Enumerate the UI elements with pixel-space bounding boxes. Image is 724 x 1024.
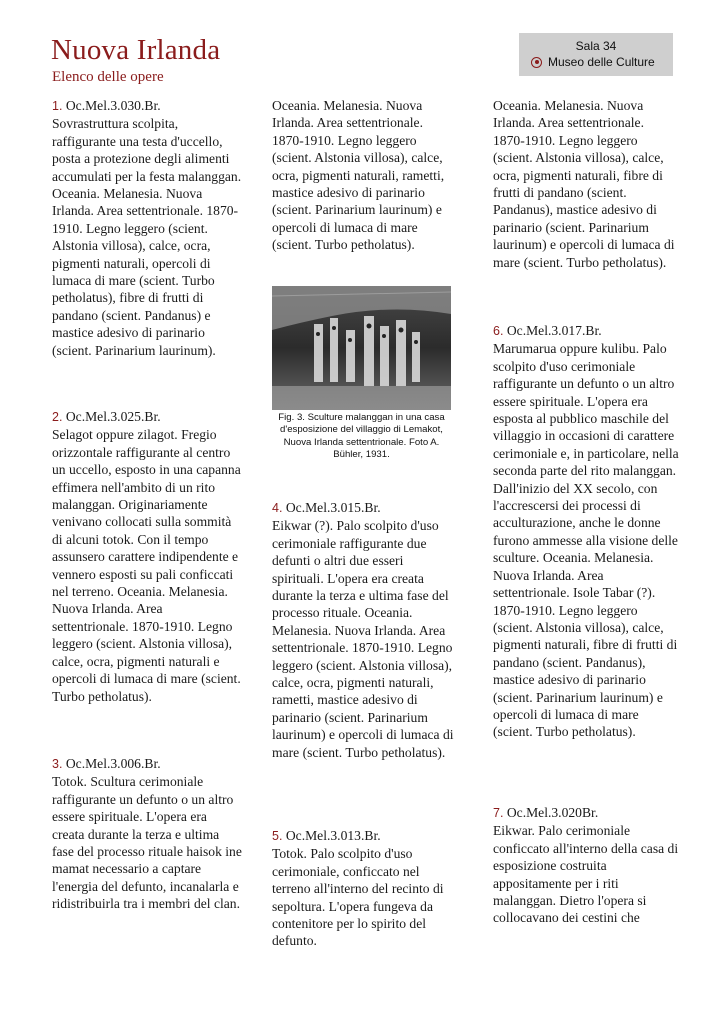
list-item: 3. Oc.Mel.3.006.Br. Totok. Scultura cerimoniale raffigurante un defunto o un altro essere spirituale. L'opera era creata durante la terza e ultima fase del processo rituale haisok ine mamat necessario a captare l'energia del defunto, incanalarla e ridistribuirla tra i membri del clan. xyxy=(52,756,242,912)
page-title: Nuova Irlanda xyxy=(51,34,221,66)
entry-text: Totok. Scultura cerimoniale raffigurante un defunto o un altro essere spirituale. L'opera era creata durante la terza e ultima fase del processo rituale haisok ine mamat necessario a captare l'energia del defunto, incanalarla e ridistribuirla tra i membri del clan. xyxy=(52,774,242,912)
entry-text: Oceania. Melanesia. Nuova Irlanda. Area settentrionale. 1870-1910. Legno leggero (scient. Alstonia villosa), calce, ocra, pigmenti naturali, fibre di frutti di pandano (scient. Pandanus), mastice adesivo di parinario (scient. Parinarium laurinum) e opercoli di lumaca di mare (scient. Turbo petholatus). xyxy=(493,98,675,270)
room-number: Sala 34 xyxy=(575,39,617,53)
entry-text: Oceania. Melanesia. Nuova Irlanda. Area settentrionale. 1870-1910. Legno leggero (scient. Alstonia villosa), calce, ocra, pigmenti naturali, rametti, mastice adesivo di parinario (scient. Parinarium laurinum) e opercoli di lumaca di mare (scient. Turbo petholatus). xyxy=(272,98,445,253)
entry-text: Totok. Palo scolpito d'uso cerimoniale, conficcato nel terreno all'interno del recinto di sepoltura. L'opera fungeva da contenitore per lo spirito del defunto. xyxy=(272,846,444,949)
list-item: 4. Oc.Mel.3.015.Br. Eikwar (?). Palo scolpito d'uso cerimoniale raffigurante due defunti o altri due esseri spirituali. L'opera era creata durante la terza e ultima fase del processo rituale. Oceania. Melanesia. Nuova Irlanda. Area settentrionale. 1870-1910. Legno leggero (scient. Alstonia villosa), calce, ocra, pigmenti naturali, rametti, mastice adesivo di parinario (scient. Parinarium laurinum) e opercoli di lumaca di mare (scient. Turbo petholatus). xyxy=(272,499,458,761)
page-subtitle: Elenco delle opere xyxy=(52,69,164,85)
figure-photo xyxy=(272,286,451,410)
room-label-box xyxy=(519,33,673,76)
entry-text: Selagot oppure zilagot. Fregio orizzontale raffigurante al centro un uccello, esposto in una capanna effimera nell'ambito di un rito malanggan. Originariamente venivano collocati sulla sommità di alcuni totok. Con il tempo assunsero carattere indipendente e vennero esposti su pali conficcati nel terreno. Oceania. Melanesia. Nuova Irlanda. Area settentrionale. 1870-1910. Legno leggero (scient. Alstonia villosa), calce, ocra, pigmenti naturali e opercoli di lumaca di mare (scient. Turbo petholatus). xyxy=(52,427,241,704)
list-item xyxy=(272,97,458,254)
target-icon xyxy=(531,57,542,68)
list-item: 5. Oc.Mel.3.013.Br. Totok. Palo scolpito d'uso cerimoniale, conficcato nel terreno all'interno del recinto di sepoltura. L'opera fungeva da contenitore per lo spirito del defunto. xyxy=(272,827,458,950)
list-item: 1. Oc.Mel.3.030.Br. Sovrastruttura scolpita, raffigurante una testa d'uccello, posta a protezione degli alimenti accumulati per la festa malanggan. Oceania. Melanesia. Nuova Irlanda. Area settentrionale. 1870-1910. Legno leggero (scient. Alstonia villosa), calce, ocra, pigmenti naturali, opercoli di lumaca di mare (scient. Turbo petholatus), fibre di frutti di pandano (scient. Pandanus) e mastice adesivo di parinario (scient. Parinarium laurinum). xyxy=(52,98,242,358)
list-item xyxy=(493,97,679,271)
list-item: 6. Oc.Mel.3.017.Br. Marumarua oppure kulibu. Palo scolpito d'uso cerimoniale raffigurante un defunto o un altro essere spirituale. L'opera era esposta al pubblico maschile del villaggio in occasioni di carattere cerimoniale e, in particolare, nella seconda parte del rito malanggan. Dall'inizio del XX secolo, con l'accrescersi dei processi di acculturazione, anche le donne furono ammesse alla visione delle sculture. Oceania. Melanesia. Nuova Irlanda. Area settentrionale. Isole Tabar (?). 1870-1910. Legno leggero (scient. Alstonia villosa), calce, pigmenti naturali, fibre di frutti di pandano (scient. Pandanus), mastice adesivo di parinario (scient. Parinarium laurinum) e opercoli di lumaca di mare (scient. Turbo petholatus). xyxy=(493,323,679,740)
figure-caption: Fig. 3. Sculture malanggan in una casa d'esposizione del villaggio di Lemakot, Nuova Irlanda settentrionale. Foto A. Bühler, 1931. xyxy=(278,412,445,461)
entry-text: Eikwar (?). Palo scolpito d'uso cerimoniale raffigurante due defunti o altri due esseri spirituali. L'opera era creata durante la terza e ultima fase del processo rituale. Oceania. Melanesia. Nuova Irlanda. Area settentrionale. 1870-1910. Legno leggero (scient. Alstonia villosa), calce, ocra, pigmenti naturali, rametti, mastice adesivo di parinario (scient. Parinarium laurinum) e opercoli di lumaca di mare (scient. Turbo petholatus). xyxy=(272,518,454,760)
museum-name: Museo delle Culture xyxy=(548,55,655,69)
photo-illustration xyxy=(272,286,451,410)
entry-text: Eikwar. Palo cerimoniale conficcato all'interno della casa di esposizione costruita appositamente per i riti malanggan. Dietro l'opera si collocavano dei cestini che xyxy=(493,823,679,926)
list-item: 7. Oc.Mel.3.020Br. Eikwar. Palo cerimoniale conficcato all'interno della casa di esposizione costruita appositamente per i riti malanggan. Dietro l'opera si collocavano dei cestini che xyxy=(493,805,679,926)
entry-text: Marumarua oppure kulibu. Palo scolpito d'uso cerimoniale raffigurante un defunto o un altro essere spirituale. L'opera era esposta al pubblico maschile del villaggio in occasioni di carattere cerimoniale e, in particolare, nella seconda parte del rito malanggan. Dall'inizio del XX secolo, con l'accrescersi dei processi di acculturazione, anche le donne furono ammesse alla visione delle sculture. Oceania. Melanesia. Nuova Irlanda. Area settentrionale. Isole Tabar (?). 1870-1910. Legno leggero (scient. Alstonia villosa), calce, pigmenti naturali, fibre di frutti di pandano (scient. Pandanus), mastice adesivo di parinario (scient. Parinarium laurinum) e opercoli di lumaca di mare (scient. Turbo petholatus). xyxy=(493,341,679,740)
list-item: 2. Oc.Mel.3.025.Br. Selagot oppure zilagot. Fregio orizzontale raffigurante al centro un uccello, esposto in una capanna effimera nell'ambito di un rito malanggan. Originariamente venivano collocati sulla sommità di alcuni totok. Con il tempo assunsero carattere indipendente e vennero esposti su pali conficcati nel terreno. Oceania. Melanesia. Nuova Irlanda. Area settentrionale. 1870-1910. Legno leggero (scient. Alstonia villosa), calce, ocra, pigmenti naturali e opercoli di lumaca di mare (scient. Turbo petholatus). xyxy=(52,409,241,704)
entry-text: Sovrastruttura scolpita, raffigurante una testa d'uccello, posta a protezione degli alimenti accumulati per la festa malanggan. Oceania. Melanesia. Nuova Irlanda. Area settentrionale. 1870-1910. Legno leggero (scient. Alstonia villosa), calce, ocra, pigmenti naturali, opercoli di lumaca di mare (scient. Turbo petholatus), fibre di frutti di pandano (scient. Pandanus) e mastice adesivo di parinario (scient. Parinarium laurinum). xyxy=(52,116,242,358)
